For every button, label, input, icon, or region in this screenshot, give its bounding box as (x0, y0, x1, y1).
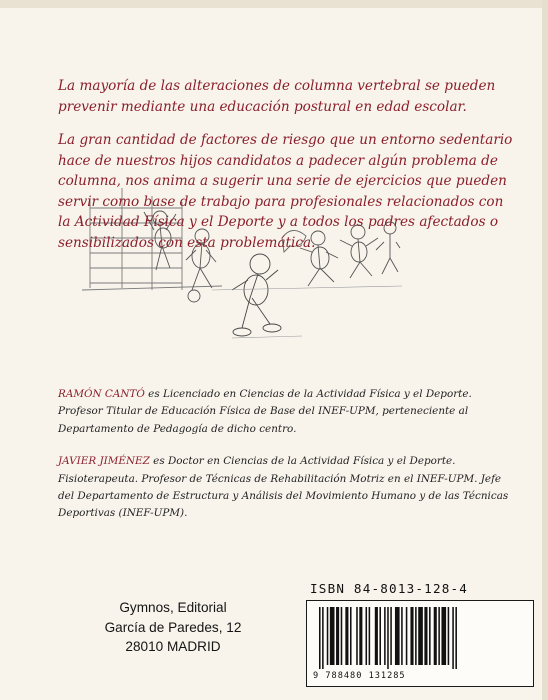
author-bio-canto (58, 386, 518, 438)
top-edge (0, 0, 548, 8)
barcode-bar (330, 607, 335, 665)
barcode-bar (438, 607, 440, 665)
barcode-bar (384, 607, 386, 665)
barcode-bar (452, 607, 454, 669)
publisher-city: 28010 MADRID (125, 639, 221, 654)
barcode-bar (369, 607, 371, 665)
barcode-bar (341, 607, 343, 665)
isbn-label: ISBN 84-8013-128-4 (310, 581, 469, 596)
barcode-bar (319, 607, 321, 669)
barcode-bar (356, 607, 358, 665)
barcode-bar (327, 607, 329, 665)
publisher-name: Gymnos, Editorial (119, 600, 227, 615)
barcode-bar (379, 607, 381, 665)
blurb-paragraph-2: La gran cantidad de factores de riesgo que un entorno sedentario hace de nuestros hijos candidatos a padecer algún problema de columna, nos anima a sugerir una serie de ejercicios que pueden servir como base de trabajo para profesionales relacionados con la Actividad Física y el Deporte y a todos los padres afectados o sensibilizados con esta problemática. (58, 132, 513, 251)
barcode-bar (366, 607, 368, 665)
barcode-bar (406, 607, 408, 665)
publisher-address (78, 598, 268, 657)
author-name: JAVIER JIMÉNEZ (58, 455, 150, 468)
barcode-bar (448, 607, 450, 665)
barcode-bar (336, 607, 339, 665)
barcode-bar (455, 607, 457, 669)
barcode-bar (390, 607, 392, 665)
barcode-bar (424, 607, 427, 665)
barcode-bar (418, 607, 423, 665)
barcode-bar (375, 607, 378, 665)
right-edge (542, 0, 548, 700)
barcode-bar (345, 607, 348, 665)
blurb-paragraph-1: La mayoría de las alteraciones de columna vertebral se pueden prevenir mediante una educación postural en edad escolar. (58, 78, 496, 115)
barcode-bar (415, 607, 417, 665)
barcode-bar (387, 607, 389, 669)
barcode-bar (401, 607, 403, 665)
barcode-bar (441, 607, 446, 665)
barcode-bar (395, 607, 400, 665)
blurb-text (58, 76, 516, 266)
author-bio-text: es Licenciado en Ciencias de la Actividad Física y el Deporte. Profesor Titular de Educación Física de Base del INEF-UPM, perteneciente al Departamento de Pedagogía de dicho centro. (58, 388, 472, 435)
barcode-bar (350, 607, 352, 665)
author-bio-text: es Doctor en Ciencias de la Actividad Física y el Deporte. Fisioterapeuta. Profesor de Técnicas de Rehabilitación Motriz en el INEF-UPM. Jefe del Departamento de Estructura y Análisis del Movimiento Humano y de las Técnicas Deportivas (INEF-UPM). (58, 455, 509, 520)
barcode-bar (322, 607, 324, 669)
author-name: RAMÓN CANTÓ (58, 388, 145, 400)
barcode-bar (359, 607, 362, 665)
author-bio-jimenez (58, 453, 518, 523)
barcode-bar (410, 607, 413, 665)
barcode (306, 600, 534, 687)
barcode-digits: 9 788480 131285 (313, 671, 406, 681)
barcode-bar (434, 607, 437, 665)
author-bios (58, 386, 518, 538)
barcode-bars-icon (317, 607, 523, 669)
publisher-street: García de Paredes, 12 (104, 619, 242, 635)
barcode-bar (429, 607, 431, 665)
